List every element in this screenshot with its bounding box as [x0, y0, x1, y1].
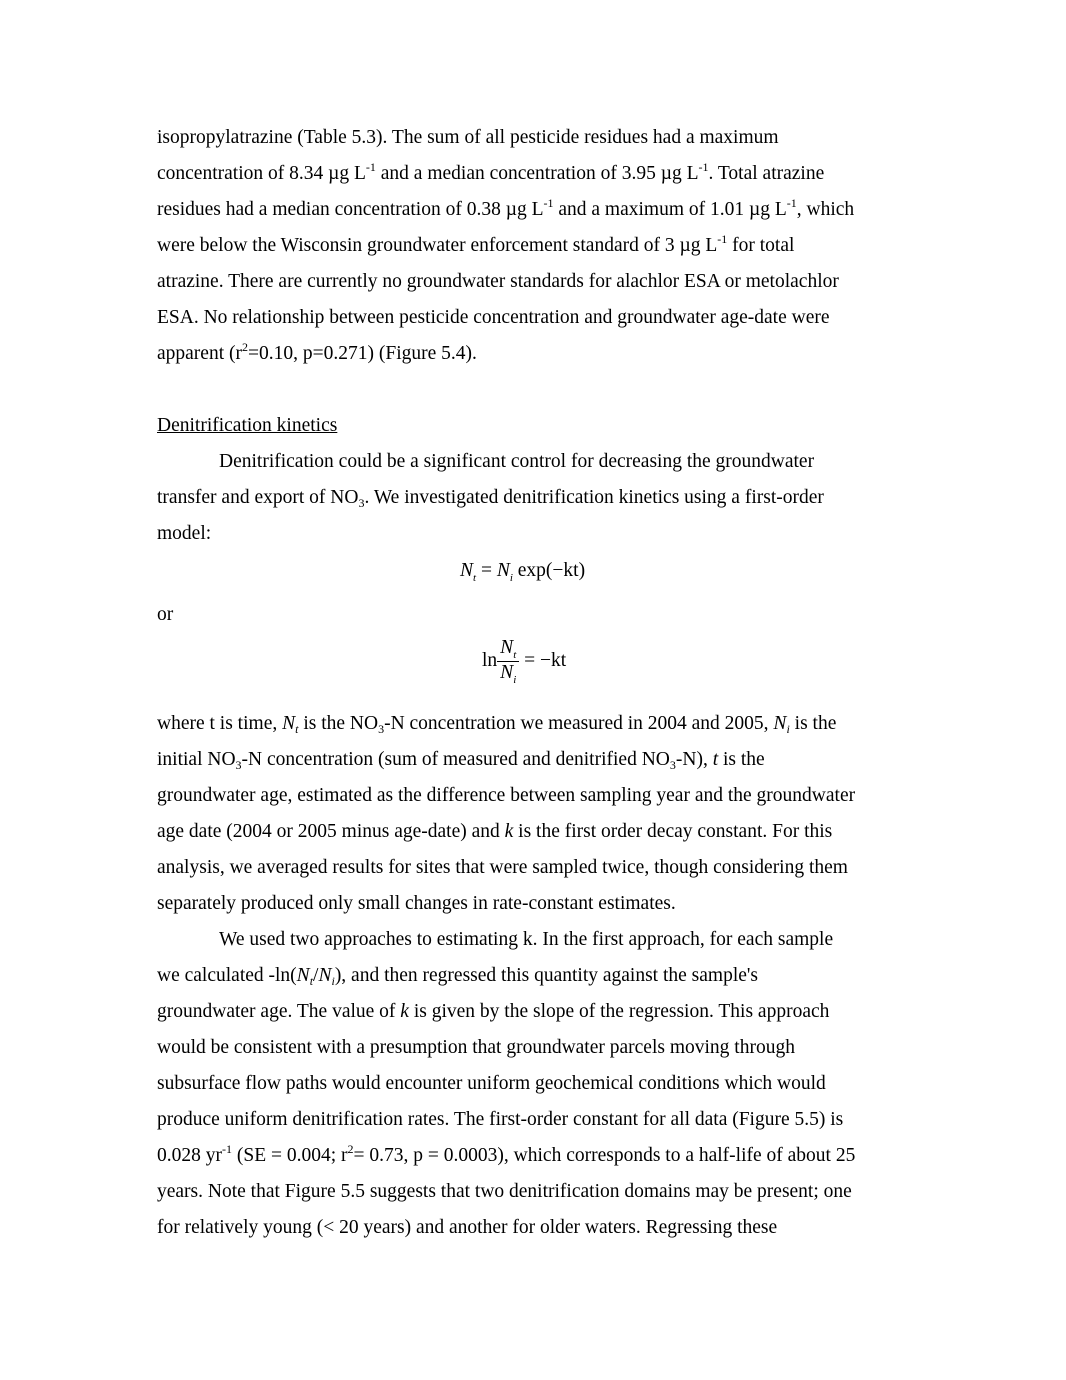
text-line: residues had a median concentration of 0.38 µg $L^{-1}$ and a maximum of 1.01 µg $L^{-1}$, which	[157, 196, 855, 220]
text-line: model:	[157, 523, 212, 544]
text-line: apparent ($r^2=0.10$, p=0.271) (Figure 5.4).	[157, 340, 477, 364]
fraction: $\frac{N_t}{N_i}$	[497, 637, 519, 686]
text-line: Denitrification could be a significant control for decreasing the groundwater	[219, 451, 815, 472]
section-heading: Denitrification kinetics	[157, 415, 338, 436]
text-line: atrazine. There are currently no groundwater standards for alachlor ESA or metolachlor	[157, 271, 839, 292]
text-line: or	[157, 604, 174, 625]
text-line: produce uniform denitrification rates. The first-order constant for all data (Figure 5.5) is	[157, 1109, 844, 1130]
text-line: 0.028 $yr^{-1}$ (SE = 0.004; $r^2= 0.73$, p = 0.0003), which corresponds to a half-life of about 25	[157, 1142, 856, 1166]
text-line: isopropylatrazine (Table 5.3). The sum of all pesticide residues had a maximum	[157, 127, 779, 148]
text-line: subsurface flow paths would encounter uniform geochemical conditions which would	[157, 1073, 826, 1094]
text-line: initial $NO_3-N$ concentration (sum of measured and denitrified $NO_3-N$), t is the	[157, 749, 765, 772]
text-line: were below the Wisconsin groundwater enforcement standard of 3 µg $L^{-1}$ for total	[157, 232, 795, 256]
text-line: for relatively young (< 20 years) and another for older waters. Regressing these	[157, 1217, 778, 1238]
text-line: transfer and export of $NO_3$. We investigated denitrification kinetics using a first-order	[157, 487, 824, 510]
text-line: concentration of 8.34 µg $L^{-1}$ and a median concentration of 3.95 µg $L^{-1}$. Total atrazine	[157, 160, 825, 184]
text-line: ESA. No relationship between pesticide concentration and groundwater age-date were	[157, 307, 830, 328]
text-line: where t is time, $N_t$ is the $NO_3-N$ concentration we measured in 2004 and 2005, $N_i$ is the	[157, 713, 837, 736]
text-line: analysis, we averaged results for sites that were sampled twice, though considering them	[157, 857, 848, 878]
text-line: age date (2004 or 2005 minus age-date) and k is the first order decay constant. For this	[157, 821, 833, 842]
text-line: we calculated $-\ln(N_t/N_i)$, and then regressed this quantity against the sample's	[157, 965, 759, 988]
text-line: groundwater age. The value of k is given by the slope of the regression. This approach	[157, 1001, 830, 1022]
text-line: We used two approaches to estimating k. In the first approach, for each sample	[219, 929, 834, 950]
text-line: groundwater age, estimated as the difference between sampling year and the groundwater	[157, 785, 856, 806]
equation-first-order: $N_t = N_i$ exp(−kt)	[460, 560, 586, 584]
text-line: would be consistent with a presumption that groundwater parcels moving through	[157, 1037, 795, 1058]
text-line: years. Note that Figure 5.5 suggests that two denitrification domains may be present; one	[157, 1181, 852, 1202]
equation-log-form: ln $\frac{N_t}{N_i}$ = −kt	[482, 637, 567, 686]
text-line: separately produced only small changes in rate-constant estimates.	[157, 893, 676, 914]
